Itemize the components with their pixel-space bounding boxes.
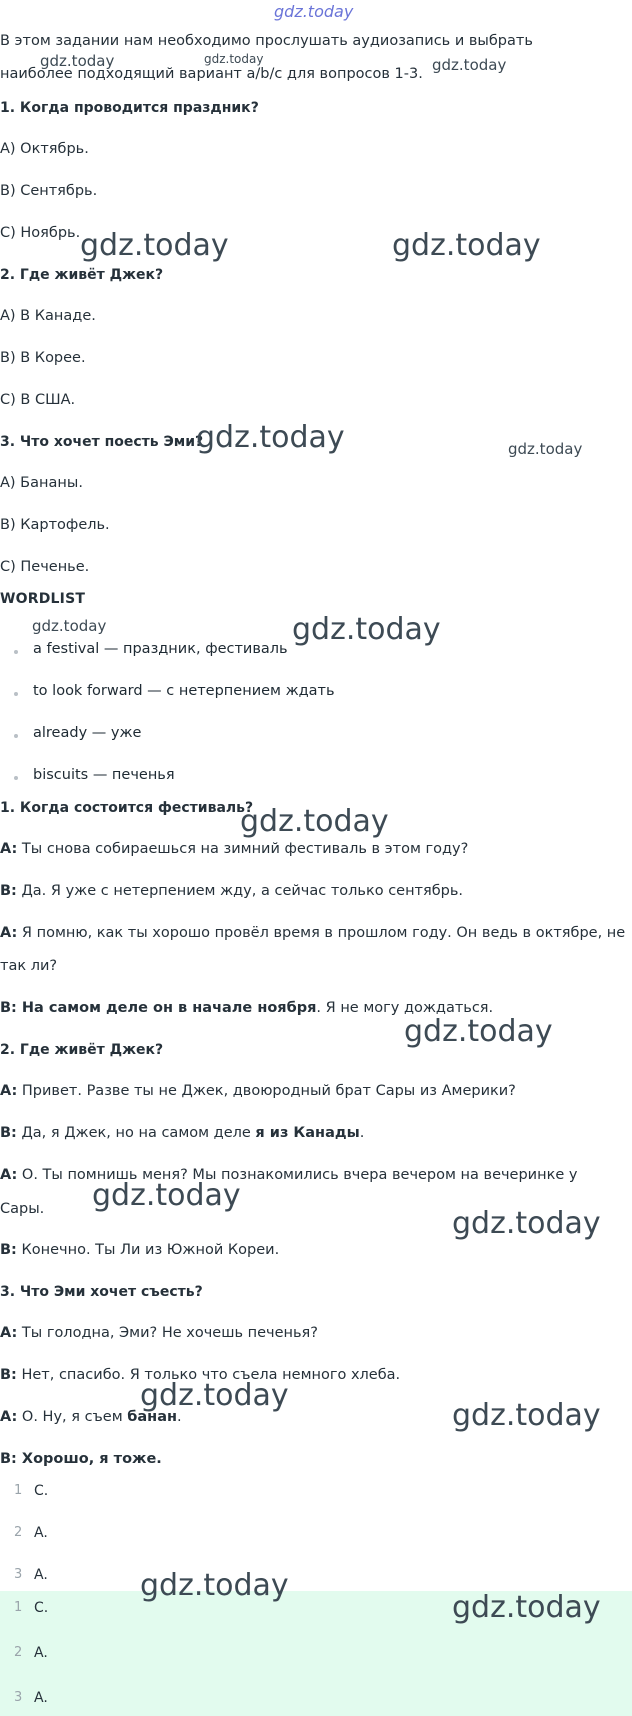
answer-value: C. bbox=[34, 1600, 49, 1616]
wordlist-item: biscuits — печенья bbox=[33, 767, 175, 783]
line-text: Привет. Разве ты не Джек, двоюродный брат Сары из Америки? bbox=[17, 1083, 516, 1099]
wordlist-item: a festival — праздник, фестиваль bbox=[33, 641, 288, 657]
line-text: Конечно. Ты Ли из Южной Кореи. bbox=[16, 1242, 280, 1258]
line-end: . bbox=[359, 1125, 365, 1141]
question-3-option-a: A) Бананы. bbox=[0, 475, 83, 491]
line-text: О. Ну, я съем bbox=[17, 1409, 128, 1425]
transcript-1-line-2 bbox=[0, 883, 463, 899]
header-watermark: gdz.today bbox=[274, 2, 354, 21]
line-text: О. Ты помнишь меня? Мы познакомились вчера вечером на вечеринке у bbox=[17, 1167, 578, 1183]
highlighted-answer: На самом деле он в начале ноября bbox=[16, 1000, 317, 1016]
question-1-option-a: A) Октябрь. bbox=[0, 141, 89, 157]
speaker-label: A: bbox=[0, 1325, 18, 1341]
transcript-2-line-3-cont: Сары. bbox=[0, 1201, 45, 1217]
transcript-1-line-3 bbox=[0, 925, 625, 941]
highlighted-answer: банан bbox=[127, 1409, 177, 1425]
answer-number: 3 bbox=[14, 1690, 23, 1705]
speaker-label: B: bbox=[0, 1125, 17, 1141]
line-text: Да. Я уже с нетерпением жду, а сейчас только сентябрь. bbox=[16, 883, 464, 899]
transcript-2-line-4 bbox=[0, 1242, 279, 1258]
speaker-label: A: bbox=[0, 1167, 18, 1183]
answer-value: A. bbox=[34, 1690, 48, 1706]
transcript-3-line-4 bbox=[0, 1451, 162, 1467]
wordlist-bullet bbox=[14, 650, 18, 654]
question-2-option-c: C) В США. bbox=[0, 392, 76, 408]
intro-line-1: В этом задании нам необходимо прослушать аудиозапись и выбрать bbox=[0, 33, 533, 49]
watermark: gdz.today bbox=[32, 617, 107, 635]
watermark: gdz.today bbox=[140, 1378, 289, 1413]
answer-number: 2 bbox=[14, 1645, 23, 1660]
line-text: Я помню, как ты хорошо провёл время в прошлом году. Он ведь в октябре, не bbox=[17, 925, 626, 941]
watermark: gdz.today bbox=[204, 52, 264, 66]
question-1-option-b: B) Сентябрь. bbox=[0, 183, 98, 199]
transcript-3-title: 3. Что Эми хочет съесть? bbox=[0, 1284, 203, 1300]
speaker-label: B: bbox=[0, 1242, 17, 1258]
watermark: gdz.today bbox=[196, 420, 345, 455]
wordlist-bullet bbox=[14, 776, 18, 780]
watermark: gdz.today bbox=[432, 56, 507, 74]
question-1-option-c: C) Ноябрь. bbox=[0, 225, 81, 241]
answer-number: 1 bbox=[14, 1483, 23, 1498]
wordlist-heading: WORDLIST bbox=[0, 591, 86, 607]
answer-value: A. bbox=[34, 1645, 48, 1661]
answer-number: 3 bbox=[14, 1567, 23, 1582]
transcript-1-title: 1. Когда состоится фестиваль? bbox=[0, 800, 254, 816]
wordlist-bullet bbox=[14, 734, 18, 738]
line-end: . bbox=[177, 1409, 182, 1425]
transcript-2-line-1 bbox=[0, 1083, 516, 1099]
watermark: gdz.today bbox=[240, 804, 389, 839]
line-text: . Я не могу дождаться. bbox=[316, 1000, 494, 1016]
question-3-option-c: C) Печенье. bbox=[0, 559, 90, 575]
watermark: gdz.today bbox=[40, 52, 115, 70]
line-text: Ты голодна, Эми? Не хочешь печенья? bbox=[17, 1325, 318, 1341]
transcript-2-title: 2. Где живёт Джек? bbox=[0, 1042, 164, 1058]
line-text: Хорошо, я тоже. bbox=[16, 1451, 162, 1467]
watermark: gdz.today bbox=[508, 440, 583, 458]
watermark: gdz.today bbox=[140, 1568, 289, 1603]
answer-value: A. bbox=[34, 1567, 48, 1583]
highlighted-answer: я из Канады bbox=[255, 1125, 360, 1141]
question-3-title: 3. Что хочет поесть Эми? bbox=[0, 434, 204, 450]
transcript-1-line-3-cont: так ли? bbox=[0, 958, 58, 974]
line-text: Ты снова собираешься на зимний фестиваль в этом году? bbox=[17, 841, 469, 857]
speaker-label: B: bbox=[0, 1451, 17, 1467]
answer-number: 2 bbox=[14, 1525, 23, 1540]
transcript-1-line-1 bbox=[0, 841, 468, 857]
question-2-option-a: A) В Канаде. bbox=[0, 308, 96, 324]
wordlist-bullet bbox=[14, 692, 18, 696]
question-3-option-b: B) Картофель. bbox=[0, 517, 110, 533]
watermark: gdz.today bbox=[292, 612, 441, 647]
speaker-label: A: bbox=[0, 925, 18, 941]
speaker-label: B: bbox=[0, 883, 17, 899]
answer-value: C. bbox=[34, 1483, 49, 1499]
question-2-option-b: B) В Корее. bbox=[0, 350, 86, 366]
answer-number: 1 bbox=[14, 1600, 23, 1615]
question-1-title: 1. Когда проводится праздник? bbox=[0, 100, 259, 116]
watermark: gdz.today bbox=[92, 1178, 241, 1213]
wordlist-item: to look forward — с нетерпением ждать bbox=[33, 683, 335, 699]
watermark: gdz.today bbox=[80, 228, 229, 263]
line-text: Нет, спасибо. Я только что съела немного хлеба. bbox=[16, 1367, 401, 1383]
transcript-2-line-2 bbox=[0, 1125, 364, 1141]
speaker-label: A: bbox=[0, 1409, 18, 1425]
transcript-2-line-3 bbox=[0, 1167, 577, 1183]
intro-line-2: наиболее подходящий вариант a/b/c для вопросов 1-3. bbox=[0, 66, 423, 82]
transcript-3-line-1 bbox=[0, 1325, 318, 1341]
speaker-label: B: bbox=[0, 1000, 17, 1016]
watermark: gdz.today bbox=[404, 1014, 553, 1049]
question-2-title: 2. Где живёт Джек? bbox=[0, 267, 164, 283]
watermark: gdz.today bbox=[452, 1590, 601, 1625]
wordlist-item: already — уже bbox=[33, 725, 142, 741]
speaker-label: A: bbox=[0, 1083, 18, 1099]
watermark: gdz.today bbox=[452, 1398, 601, 1433]
watermark: gdz.today bbox=[452, 1206, 601, 1241]
answer-value: A. bbox=[34, 1525, 48, 1541]
speaker-label: B: bbox=[0, 1367, 17, 1383]
speaker-label: A: bbox=[0, 841, 18, 857]
line-text: Да, я Джек, но на самом деле bbox=[16, 1125, 256, 1141]
watermark: gdz.today bbox=[392, 228, 541, 263]
